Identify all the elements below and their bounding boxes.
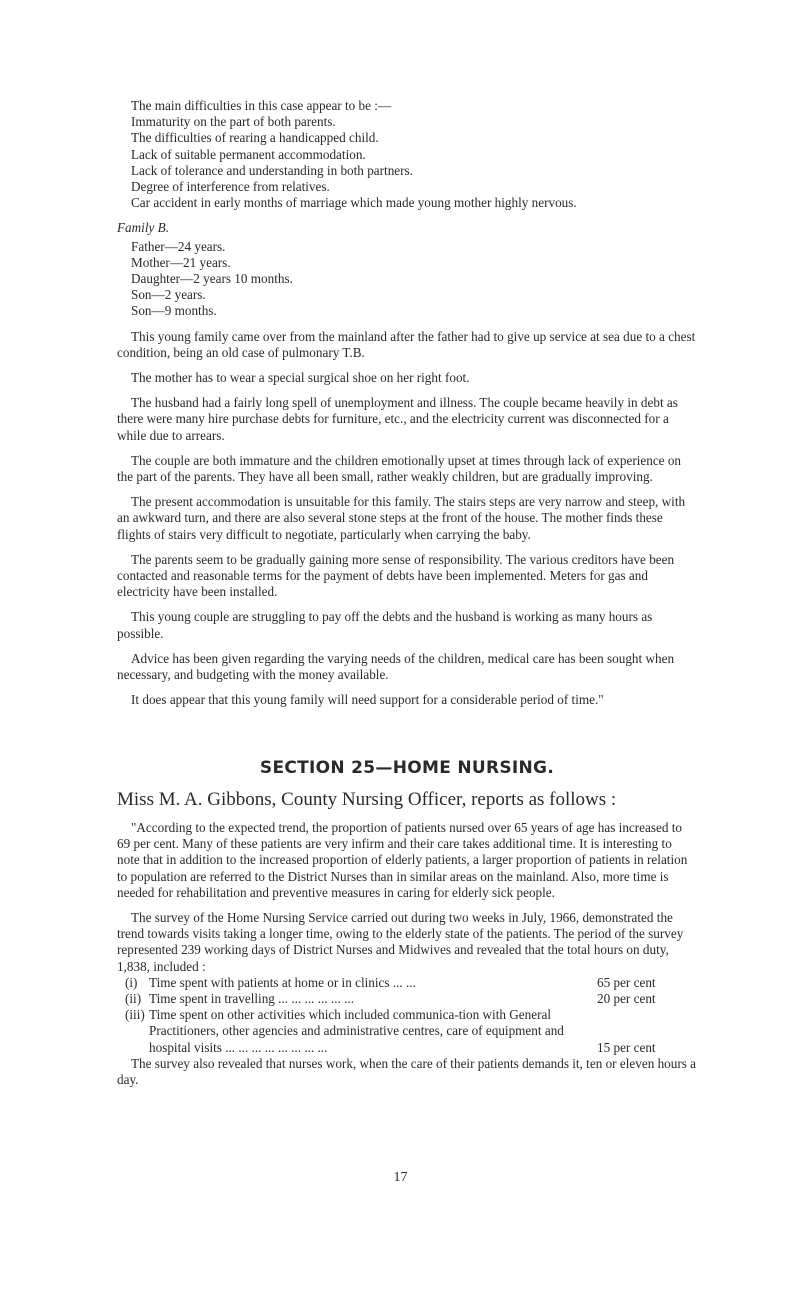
item-text: Time spent on other activities which included communica-tion with General Practitioners, other agencies and administrative centres, care of equipment and hospital visits ... ... ... ... ... ... ... ... [149, 1007, 564, 1055]
family-paragraph: Advice has been given regarding the varying needs of the children, medical care has been sought when necessary, and budgeting with the money available. [117, 650, 675, 683]
home-nursing-section [117, 758, 697, 1097]
family-member: Father—24 years. [131, 238, 226, 254]
section-paragraph: The survey also revealed that nurses work, when the care of their patients demands it, ten or eleven hours a day. [117, 1055, 697, 1088]
family-b-title: Family B. [117, 220, 170, 236]
survey-item [117, 991, 697, 1007]
family-paragraph: The husband had a fairly long spell of unemployment and illness. The couple became heavily in debt as there were many hire purchase debts for furniture, etc., and the electricity current was disconnected for a while due to arrears. [117, 395, 678, 443]
item-text: Time spent with patients at home or in clinics ... ... [149, 974, 416, 990]
family-member: Daughter—2 years 10 months. [131, 271, 293, 287]
family-paragraph: The parents seem to be gradually gaining more sense of responsibility. The various creditors have been contacted and reasonable terms for the payment of debts have been implemented. Meters for gas and electricity have been installed. [117, 551, 675, 600]
item-text: Time spent in travelling ... ... ... ... ... ... [149, 991, 355, 1007]
survey-items [117, 975, 697, 1056]
intro-block [117, 98, 697, 718]
family-paragraph: This young family came over from the mainland after the father had to give up service at sea due to a chest condition, being an old case of pulmonary T.B. [117, 328, 696, 360]
intro-heading: The main difficulties in this case appear to be :— [131, 98, 392, 113]
item-value: 15 per cent [597, 1039, 656, 1055]
item-value: 65 per cent [597, 974, 656, 990]
item-number: (iii) [125, 1007, 145, 1023]
difficulty-item: Immaturity on the part of both parents. [131, 114, 336, 130]
family-paragraph: The present accommodation is unsuitable for this family. The stairs steps are very narrow and steep, with an awkward turn, and there are also several stone steps at the front of the house. The mother finds these flights of stairs very difficult to negotiate, particularly when carrying the baby. [117, 494, 686, 542]
family-paragraph: The mother has to wear a special surgical shoe on her right foot. [131, 370, 470, 386]
difficulties-list [117, 114, 697, 211]
section-paragraph: "According to the expected trend, the proportion of patients nursed over 65 years of age has increased to 69 per cent. Many of these patients are very infirm and their care takes additional time. It is interesting to note that in addition to the increased proportion of elderly patients, a larger proportion of patients in relation to population are referred to the District Nurses than in similar areas on the mainland. Also, more time is needed for rehabilitation and preventive measures in caring for elderly sick people. [117, 820, 688, 900]
family-member: Son—2 years. [131, 287, 206, 303]
page-number: 17 [393, 1170, 408, 1185]
difficulty-item: Lack of tolerance and understanding in both partners. [131, 162, 413, 178]
section-paragraph: The survey of the Home Nursing Service carried out during two weeks in July, 1966, demonstrated the trend towards visits taking a longer time, owing to the elderly state of the patients. The period of the survey represented 239 working days of District Nurses and Midwives and revealed that the total hours on duty, 1,838, included : [117, 910, 684, 974]
survey-item [117, 1007, 697, 1056]
family-members [117, 239, 697, 320]
family-paragraph: It does appear that this young family will need support for a considerable period of time." [131, 692, 604, 708]
difficulty-item: Car accident in early months of marriage which made young mother highly nervous. [131, 195, 577, 211]
item-number: (i) [125, 974, 138, 990]
item-value: 20 per cent [597, 991, 656, 1007]
family-paragraph: The couple are both immature and the children emotionally upset at times through lack of experience on the part of the parents. They have all been small, rather weakly children, but are gradually improving. [117, 452, 682, 485]
survey-item [117, 975, 697, 991]
difficulty-item: The difficulties of rearing a handicapped child. [131, 130, 379, 146]
family-member: Mother—21 years. [131, 254, 231, 270]
family-paragraph: This young couple are struggling to pay off the debts and the husband is working as many hours as possible. [117, 609, 653, 641]
difficulty-item: Degree of interference from relatives. [131, 179, 330, 195]
difficulty-item: Lack of suitable permanent accommodation. [131, 146, 366, 162]
section-heading: SECTION 25—HOME NURSING. [259, 758, 555, 778]
item-number: (ii) [125, 991, 142, 1007]
family-member: Son—9 months. [131, 303, 217, 319]
report-line: Miss M. A. Gibbons, County Nursing Officer, reports as follows : [117, 789, 617, 810]
